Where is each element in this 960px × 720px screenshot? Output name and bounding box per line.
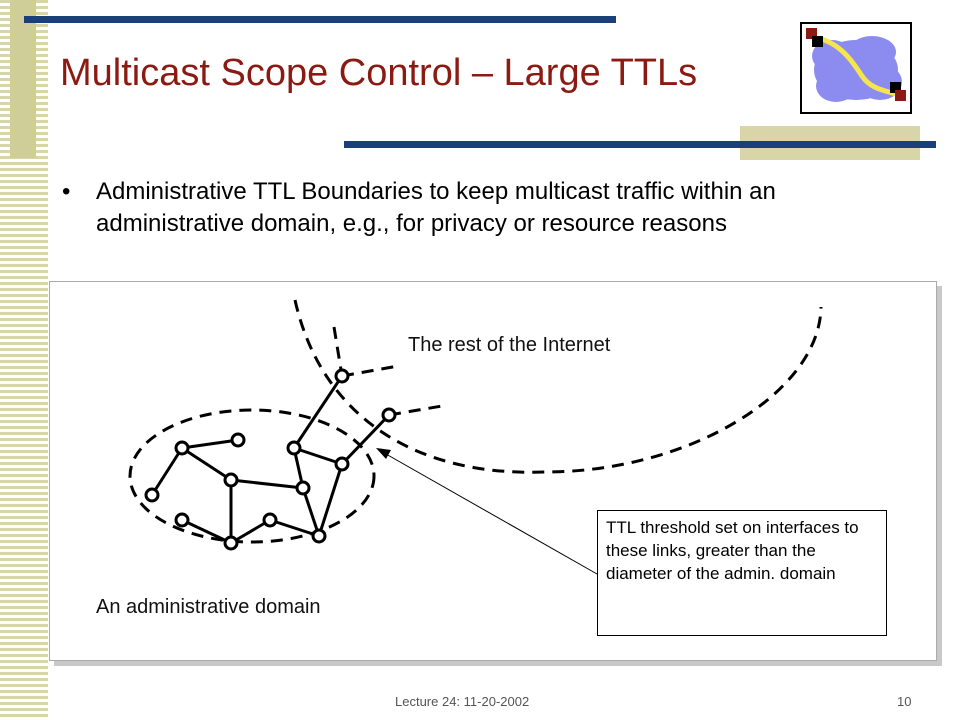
router-node <box>232 434 244 446</box>
network-link <box>152 448 182 495</box>
internet-boundary <box>295 300 821 472</box>
decorative-top-bar <box>24 16 616 23</box>
network-link <box>294 448 342 464</box>
router-node <box>176 442 188 454</box>
bullet-text: Administrative TTL Boundaries to keep multicast traffic within an administrative domain, e.g., for privacy or resource reasons <box>96 178 776 237</box>
admin-domain-label: An administrative domain <box>96 596 321 618</box>
router-node <box>297 482 309 494</box>
router-node <box>225 474 237 486</box>
network-cloud-logo <box>800 22 912 114</box>
router-node <box>225 537 237 549</box>
router-node <box>383 409 395 421</box>
router-node <box>313 530 325 542</box>
router-node <box>336 370 348 382</box>
network-link <box>342 415 389 464</box>
network-link <box>182 520 231 543</box>
ttl-threshold-callout: TTL threshold set on interfaces to these links, greater than the diameter of the admin. domain <box>597 510 887 636</box>
footer-lecture-date: Lecture 24: 11-20-2002 <box>395 694 530 709</box>
router-node <box>264 514 276 526</box>
network-link <box>294 376 342 448</box>
callout-arrow <box>386 454 597 574</box>
network-link <box>182 448 231 480</box>
network-link <box>303 488 319 536</box>
diagram-panel <box>49 281 937 661</box>
router-node <box>176 514 188 526</box>
router-node <box>336 458 348 470</box>
network-cloud-icon <box>802 24 910 112</box>
network-link <box>231 480 303 488</box>
router-node <box>146 489 158 501</box>
bullet-marker: • <box>62 178 71 205</box>
external-link-upper <box>342 366 398 376</box>
network-link <box>182 440 238 448</box>
slide-title: Multicast Scope Control – Large TTLs <box>60 52 698 94</box>
footer-page-number: 10 <box>897 694 912 709</box>
network-link <box>270 520 319 536</box>
internet-label: The rest of the Internet <box>408 334 611 356</box>
decorative-mid-bar <box>344 141 936 148</box>
external-link-lower <box>389 405 448 415</box>
callout-arrowhead <box>376 448 391 459</box>
router-node <box>288 442 300 454</box>
decorative-left-block <box>10 0 36 158</box>
